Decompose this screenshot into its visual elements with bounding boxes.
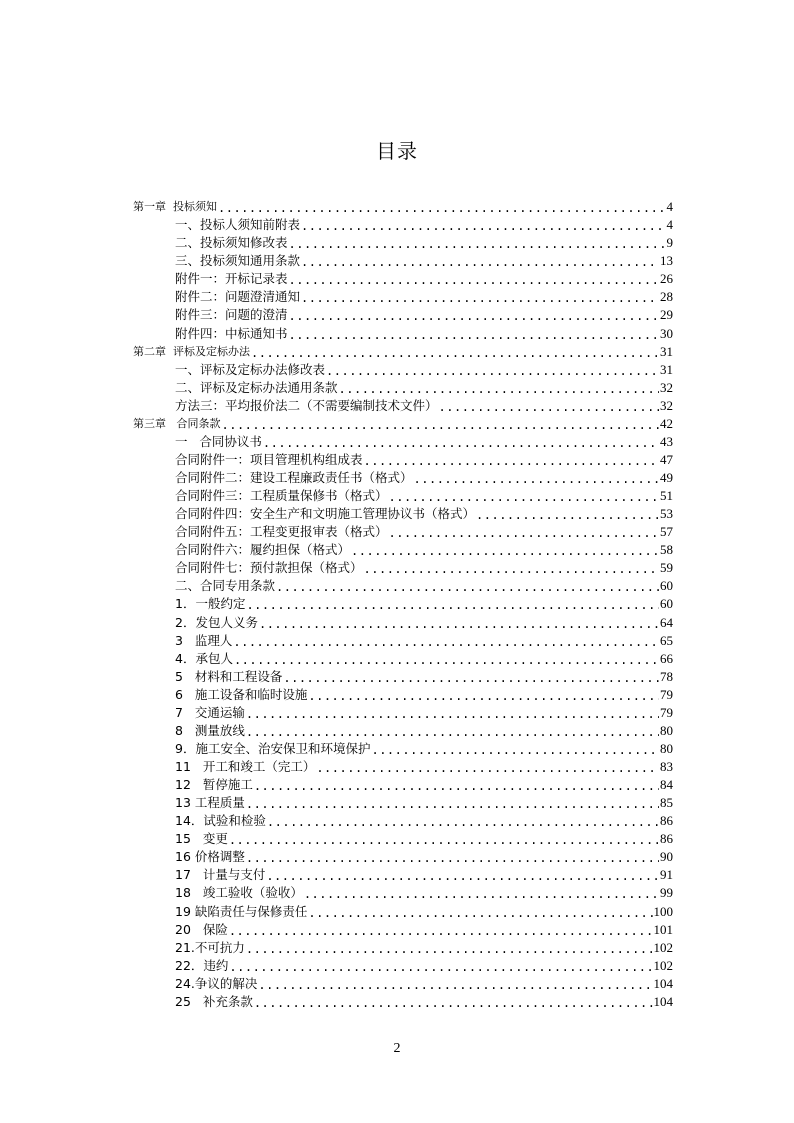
toc-entry[interactable]	[133, 396, 673, 414]
toc-dot-leader	[254, 779, 659, 793]
toc-entry-page: 58	[660, 542, 673, 558]
toc-entry-title: 合同附件二：建设工程廉政责任书（格式）	[175, 470, 413, 485]
toc-dot-leader	[301, 255, 659, 269]
toc-entry-title: 15 变更	[175, 831, 228, 847]
toc-entry-page: 91	[660, 867, 673, 883]
toc-entry[interactable]	[133, 847, 673, 865]
toc-entry-title: 6 施工设备和临时设施	[175, 686, 308, 702]
toc-entry[interactable]	[133, 649, 673, 667]
toc-entry-title: 二、合同专用条款	[175, 578, 276, 594]
toc-entry[interactable]	[133, 251, 673, 269]
toc-entry-page: 100	[653, 903, 673, 919]
toc-entry-page: 28	[660, 289, 673, 305]
toc-entry-title: 4．承包人	[175, 650, 233, 666]
toc-entry-page: 78	[660, 668, 673, 684]
toc-entry[interactable]	[133, 558, 673, 576]
toc-entry-page: 80	[660, 740, 673, 756]
toc-entry[interactable]	[133, 865, 673, 883]
toc-entry-title: 一 合同协议书	[175, 433, 262, 449]
toc-entry[interactable]	[133, 992, 673, 1010]
toc-dot-leader	[263, 436, 659, 450]
toc-dot-leader	[234, 653, 659, 667]
toc-entry-title: 9．施工安全、治安保卫和环境保护	[175, 740, 371, 756]
toc-entry[interactable]	[133, 215, 673, 233]
toc-entry-title: 5 材料和工程设备	[175, 668, 283, 684]
toc-dot-leader	[351, 544, 659, 558]
toc-dot-leader	[289, 309, 659, 323]
toc-dot-leader	[308, 689, 659, 703]
toc-entry-title: 2．发包人义务	[175, 614, 258, 630]
toc-entry-title: 合同附件四：安全生产和文明施工管理协议书（格式）	[175, 506, 476, 522]
toc-entry[interactable]	[133, 360, 673, 378]
toc-dot-leader	[229, 924, 653, 938]
toc-dot-leader	[364, 454, 659, 468]
toc-entry-page: 31	[660, 343, 673, 359]
toc-entry[interactable]	[133, 721, 673, 739]
toc-entry[interactable]	[133, 829, 673, 847]
toc-entry[interactable]	[133, 739, 673, 757]
toc-entry-title: 一、投标人须知前附表	[175, 217, 301, 233]
toc-entry-title: 21.不可抗力	[175, 939, 245, 955]
toc-entry[interactable]	[133, 883, 673, 901]
toc-entry-page: 29	[660, 307, 673, 323]
toc-entry-page: 102	[653, 957, 673, 973]
toc-entry-page: 104	[653, 993, 673, 1009]
toc-dot-leader	[233, 635, 659, 649]
toc-dot-leader	[251, 346, 659, 360]
toc-dot-leader	[326, 364, 659, 378]
toc-dot-leader	[301, 291, 659, 305]
toc-entry[interactable]	[133, 920, 673, 938]
toc-entry-page: 84	[660, 777, 673, 793]
page-number: 2	[393, 1041, 401, 1056]
toc-entry-page: 47	[660, 451, 673, 467]
toc-entry-page: 9	[666, 235, 673, 251]
toc-entry-title: 合同附件六：履约担保（格式）	[175, 542, 351, 558]
toc-entry-page: 60	[660, 578, 673, 594]
toc-dot-leader	[289, 237, 666, 251]
toc-entry-page: 31	[660, 361, 673, 377]
toc-entry-title: 16 价格调整	[175, 849, 245, 865]
toc-dot-leader	[246, 598, 659, 612]
toc-entry-page: 83	[660, 759, 673, 774]
toc-entry-page: 4	[666, 217, 673, 233]
toc-dot-leader	[316, 761, 659, 775]
toc-entry-page: 104	[653, 975, 673, 991]
toc-entry-page: 49	[660, 470, 673, 485]
toc-entry-page: 79	[660, 704, 673, 720]
toc-entry-page: 79	[660, 686, 673, 702]
toc-entry-title: 1．一般约定	[175, 596, 246, 612]
toc-entry[interactable]	[133, 793, 673, 811]
toc-entry-page: 60	[660, 596, 673, 612]
toc-entry[interactable]	[133, 287, 673, 305]
toc-entry-title: 一、评标及定标办法修改表	[175, 361, 326, 377]
toc-dot-leader	[414, 472, 659, 486]
toc-dot-leader	[289, 328, 659, 342]
toc-entry-page: 53	[660, 506, 673, 522]
toc-entry-title: 三、投标须知通用条款	[175, 253, 301, 269]
toc-entry[interactable]	[133, 504, 673, 522]
toc-dot-leader	[258, 978, 652, 992]
toc-entry-page: 99	[660, 885, 673, 901]
toc-entry[interactable]	[133, 486, 673, 504]
toc-dot-leader	[476, 508, 659, 522]
toc-chapter-entry[interactable]	[133, 197, 673, 215]
toc-dot-leader	[339, 382, 659, 396]
table-of-contents	[133, 197, 673, 1010]
toc-entry-title: 3 监理人	[175, 632, 233, 648]
toc-entry-title: 25 补充条款	[175, 993, 253, 1009]
toc-entry-title: 第一章 投标须知	[133, 200, 217, 214]
toc-entry[interactable]	[133, 938, 673, 956]
toc-entry-page: 59	[660, 560, 673, 576]
toc-dot-leader	[283, 671, 659, 685]
toc-entry-title: 合同附件三：工程质量保修书（格式）	[175, 488, 388, 504]
toc-entry-page: 57	[660, 524, 673, 540]
toc-dot-leader	[259, 617, 659, 631]
toc-dot-leader	[308, 906, 652, 920]
toc-entry-page: 86	[660, 813, 673, 829]
toc-entry-title: 附件四：中标通知书	[175, 325, 288, 341]
toc-dot-leader	[267, 815, 659, 829]
toc-entry-page: 66	[660, 650, 673, 666]
toc-entry[interactable]	[133, 775, 673, 793]
toc-dot-leader	[364, 562, 659, 576]
toc-dot-leader	[229, 960, 652, 974]
toc-dot-leader	[276, 580, 659, 594]
toc-entry[interactable]	[133, 594, 673, 612]
toc-entry-page: 42	[660, 415, 673, 431]
toc-entry-title: 附件二：问题澄清通知	[175, 289, 301, 305]
toc-entry-page: 102	[653, 939, 673, 955]
toc-dot-leader	[246, 851, 659, 865]
toc-dot-leader	[218, 201, 666, 215]
toc-entry-title: 合同附件七：预付款担保（格式）	[175, 560, 363, 576]
toc-entry[interactable]	[133, 540, 673, 558]
toc-entry-page: 32	[660, 379, 673, 395]
toc-dot-leader	[389, 526, 659, 540]
toc-entry-title: 附件三：问题的澄清	[175, 307, 288, 323]
toc-entry-title: 13 工程质量	[175, 795, 245, 811]
toc-dot-leader	[266, 869, 659, 883]
toc-entry[interactable]	[133, 305, 673, 323]
toc-entry-title: 18 竣工验收（验收）	[175, 885, 303, 901]
toc-entry-page: 13	[660, 253, 673, 269]
toc-entry-page: 32	[660, 397, 673, 413]
toc-entry-title: 二、评标及定标办法通用条款	[175, 379, 338, 395]
toc-entry-page: 30	[660, 325, 673, 341]
toc-dot-leader	[371, 743, 659, 757]
toc-entry-page: 90	[660, 849, 673, 865]
toc-entry[interactable]	[133, 378, 673, 396]
toc-title: 目录	[376, 139, 418, 163]
toc-entry-title: 方法三：平均报价法二（不需要编制技术文件）	[175, 397, 438, 413]
toc-dot-leader	[246, 942, 653, 956]
toc-entry-page: 4	[666, 199, 673, 215]
toc-dot-leader	[289, 273, 659, 287]
toc-entry-title: 19 缺陷责任与保修责任	[175, 903, 308, 919]
toc-entry[interactable]	[133, 974, 673, 992]
toc-entry-title: 第三章 合同条款	[133, 416, 221, 430]
toc-entry-title: 17 计量与支付	[175, 867, 266, 883]
toc-entry[interactable]	[133, 667, 673, 685]
toc-dot-leader	[254, 996, 653, 1010]
toc-entry[interactable]	[133, 956, 673, 974]
toc-dot-leader	[304, 887, 659, 901]
toc-dot-leader	[439, 400, 659, 414]
toc-entry-page: 85	[660, 795, 673, 811]
toc-dot-leader	[246, 725, 659, 739]
toc-entry-title: 二、投标须知修改表	[175, 235, 288, 251]
toc-entry[interactable]	[133, 631, 673, 649]
toc-entry-title: 20 保险	[175, 921, 228, 937]
toc-entry-page: 65	[660, 632, 673, 648]
toc-dot-leader	[389, 490, 659, 504]
toc-entry[interactable]	[133, 811, 673, 829]
toc-entry[interactable]	[133, 450, 673, 468]
toc-entry[interactable]	[133, 522, 673, 540]
toc-entry-page: 80	[660, 722, 673, 738]
toc-entry-title: 12 暂停施工	[175, 777, 253, 793]
toc-entry[interactable]	[133, 468, 673, 486]
toc-entry-title: 11 开工和竣工（完工）	[175, 759, 316, 774]
toc-entry[interactable]	[133, 685, 673, 703]
toc-entry-page: 86	[660, 831, 673, 847]
toc-chapter-entry[interactable]	[133, 342, 673, 360]
toc-entry-title: 合同附件五：工程变更报审表（格式）	[175, 524, 388, 540]
toc-entry[interactable]	[133, 233, 673, 251]
toc-entry-title: 24.争议的解决	[175, 975, 258, 991]
toc-dot-leader	[246, 797, 659, 811]
toc-chapter-entry[interactable]	[133, 414, 673, 432]
toc-entry-page: 101	[653, 921, 673, 937]
toc-entry[interactable]	[133, 612, 673, 630]
toc-entry[interactable]	[133, 901, 673, 919]
toc-entry[interactable]	[133, 703, 673, 721]
toc-dot-leader	[301, 219, 665, 233]
toc-entry[interactable]	[133, 576, 673, 594]
toc-entry-title: 8 测量放线	[175, 722, 245, 738]
toc-entry-title: 附件一：开标记录表	[175, 271, 288, 287]
toc-entry[interactable]	[133, 269, 673, 287]
toc-entry-title: 14．试验和检验	[175, 813, 266, 829]
toc-entry-title: 第二章 评标及定标办法	[133, 344, 250, 358]
toc-dot-leader	[229, 833, 659, 847]
toc-entry-page: 26	[660, 271, 673, 287]
toc-entry-title: 合同附件一：项目管理机构组成表	[175, 451, 363, 467]
toc-entry-title: 7 交通运输	[175, 704, 245, 720]
toc-entry-page: 64	[660, 614, 673, 630]
toc-entry-page: 43	[660, 433, 673, 449]
toc-entry-page: 51	[660, 488, 673, 504]
toc-dot-leader	[222, 418, 660, 432]
toc-dot-leader	[246, 707, 659, 721]
toc-entry[interactable]	[133, 757, 673, 775]
toc-entry-title: 22．违约	[175, 957, 229, 973]
toc-entry[interactable]	[133, 432, 673, 450]
toc-entry[interactable]	[133, 323, 673, 341]
